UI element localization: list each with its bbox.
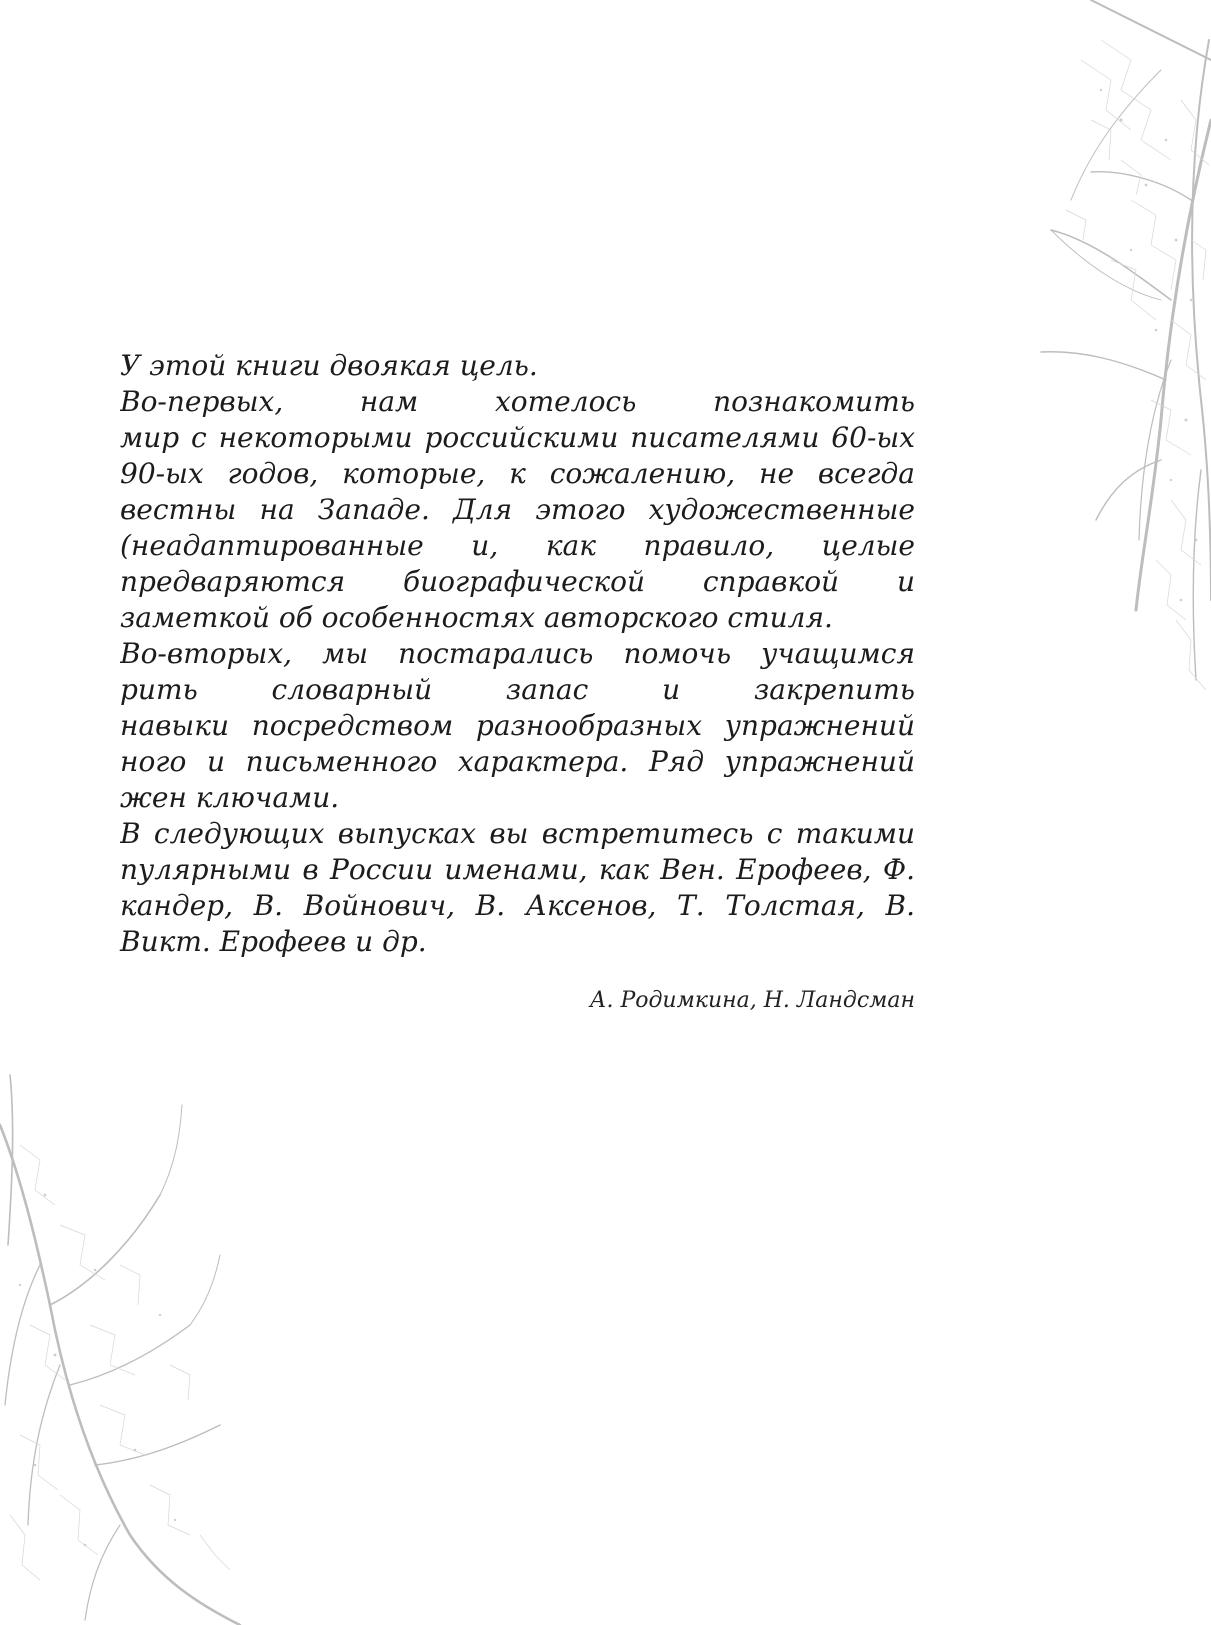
text-line: ного и письменного характера. Ряд упражнений: [120, 745, 915, 778]
text-line: навыки посредством разнообразных упражнений: [120, 709, 915, 742]
text-line: пулярными в России именами, как Вен. Ерофеев, Ф.: [120, 853, 915, 886]
text-line: мир с некоторыми российскими писателями 60-ых: [120, 421, 915, 454]
text-line: В следующих выпусках вы встретитесь с такими: [120, 817, 915, 850]
author-signature: А. Родимкина, Н. Ландсман: [589, 988, 915, 1013]
text-line: Во-вторых, мы постарались помочь учащимся: [120, 637, 915, 670]
text-line: вестны на Западе. Для этого художественные: [120, 493, 915, 526]
text-line: жен ключами.: [120, 781, 340, 814]
text-line: Во-первых, нам хотелось познакомить: [120, 385, 915, 418]
text-line: заметкой об особенностях авторского стиля.: [120, 601, 833, 634]
text-line: предваряются биографической справкой и: [120, 565, 915, 598]
text-line: Викт. Ерофеев и др.: [120, 925, 427, 958]
leaf-top-right-icon: [871, 0, 1211, 720]
text-line: У этой книги двоякая цель.: [120, 349, 538, 382]
text-line: 90-ых годов, которые, к сожалению, не всегда: [120, 457, 915, 490]
text-line: кандер, В. Войнович, В. Аксенов, Т. Толстая, В.: [120, 889, 915, 922]
text-line: (неадаптированные и, как правило, целые: [120, 529, 915, 562]
preface-text: [120, 348, 915, 960]
text-line: рить словарный запас и закрепить: [120, 673, 915, 706]
leaf-bottom-left-icon: [0, 1065, 260, 1625]
